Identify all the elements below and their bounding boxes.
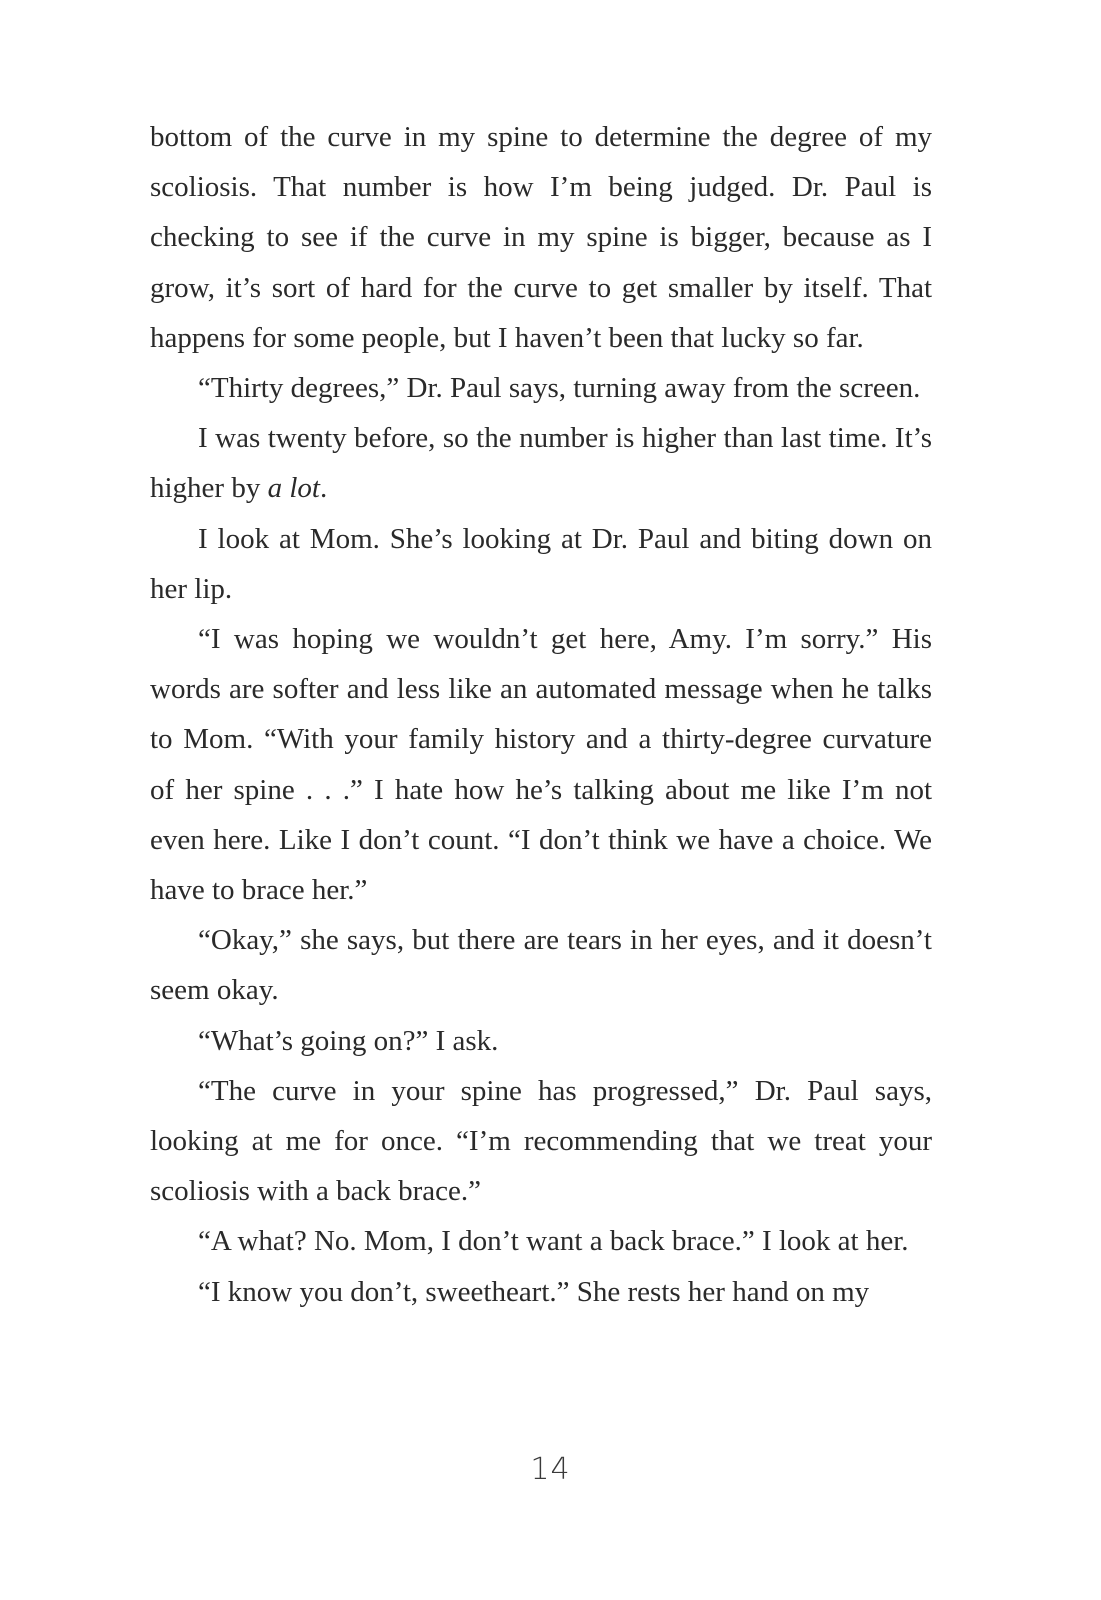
paragraph-3-emphasis: a lot (267, 472, 320, 505)
paragraph-1: bottom of the curve in my spine to determine the degree of my scoliosis. That number is how I’m being judged. Dr. Paul is checking to see if the curve in my spine is bigger, because as I grow, it’s sort of hard for the curve to get smaller by itself. That happens for some people, but I haven’t been that lucky so far. (150, 121, 932, 354)
paragraph-2: “Thirty degrees,” Dr. Paul says, turning away from the screen. (198, 372, 921, 405)
paragraph-10: “I know you don’t, sweetheart.” She rests her hand on my (198, 1275, 870, 1308)
paragraph-3-end: . (319, 472, 328, 505)
page-number: 14 (530, 1452, 571, 1487)
body-text (150, 112, 932, 1317)
paragraph-6: “Okay,” she says, but there are tears in her eyes, and it doesn’t seem okay. (150, 924, 932, 1007)
paragraph-5: “I was hoping we wouldn’t get here, Amy. I’m sorry.” His words are softer and less like an automated message when he talks to Mom. “With your family history and a thirty-degree curvature of her spine . . .” I hate how he’s talking about me like I’m not even here. Like I don’t count. “I don’t think we have a choice. We have to brace her.” (150, 623, 932, 907)
paragraph-3 (150, 413, 932, 513)
paragraph-9: “A what? No. Mom, I don’t want a back brace.” I look at her. (198, 1225, 909, 1258)
paragraph-7: “What’s going on?” I ask. (198, 1024, 499, 1057)
paragraph-8: “The curve in your spine has progressed,” Dr. Paul says, looking at me for once. “I’m recommending that we treat your scoliosis with a back brace.” (150, 1074, 932, 1208)
paragraph-3-text: I was twenty before, so the number is higher than last time. It’s higher by (150, 422, 932, 505)
paragraph-4: I look at Mom. She’s looking at Dr. Paul and biting down on her lip. (150, 522, 932, 605)
